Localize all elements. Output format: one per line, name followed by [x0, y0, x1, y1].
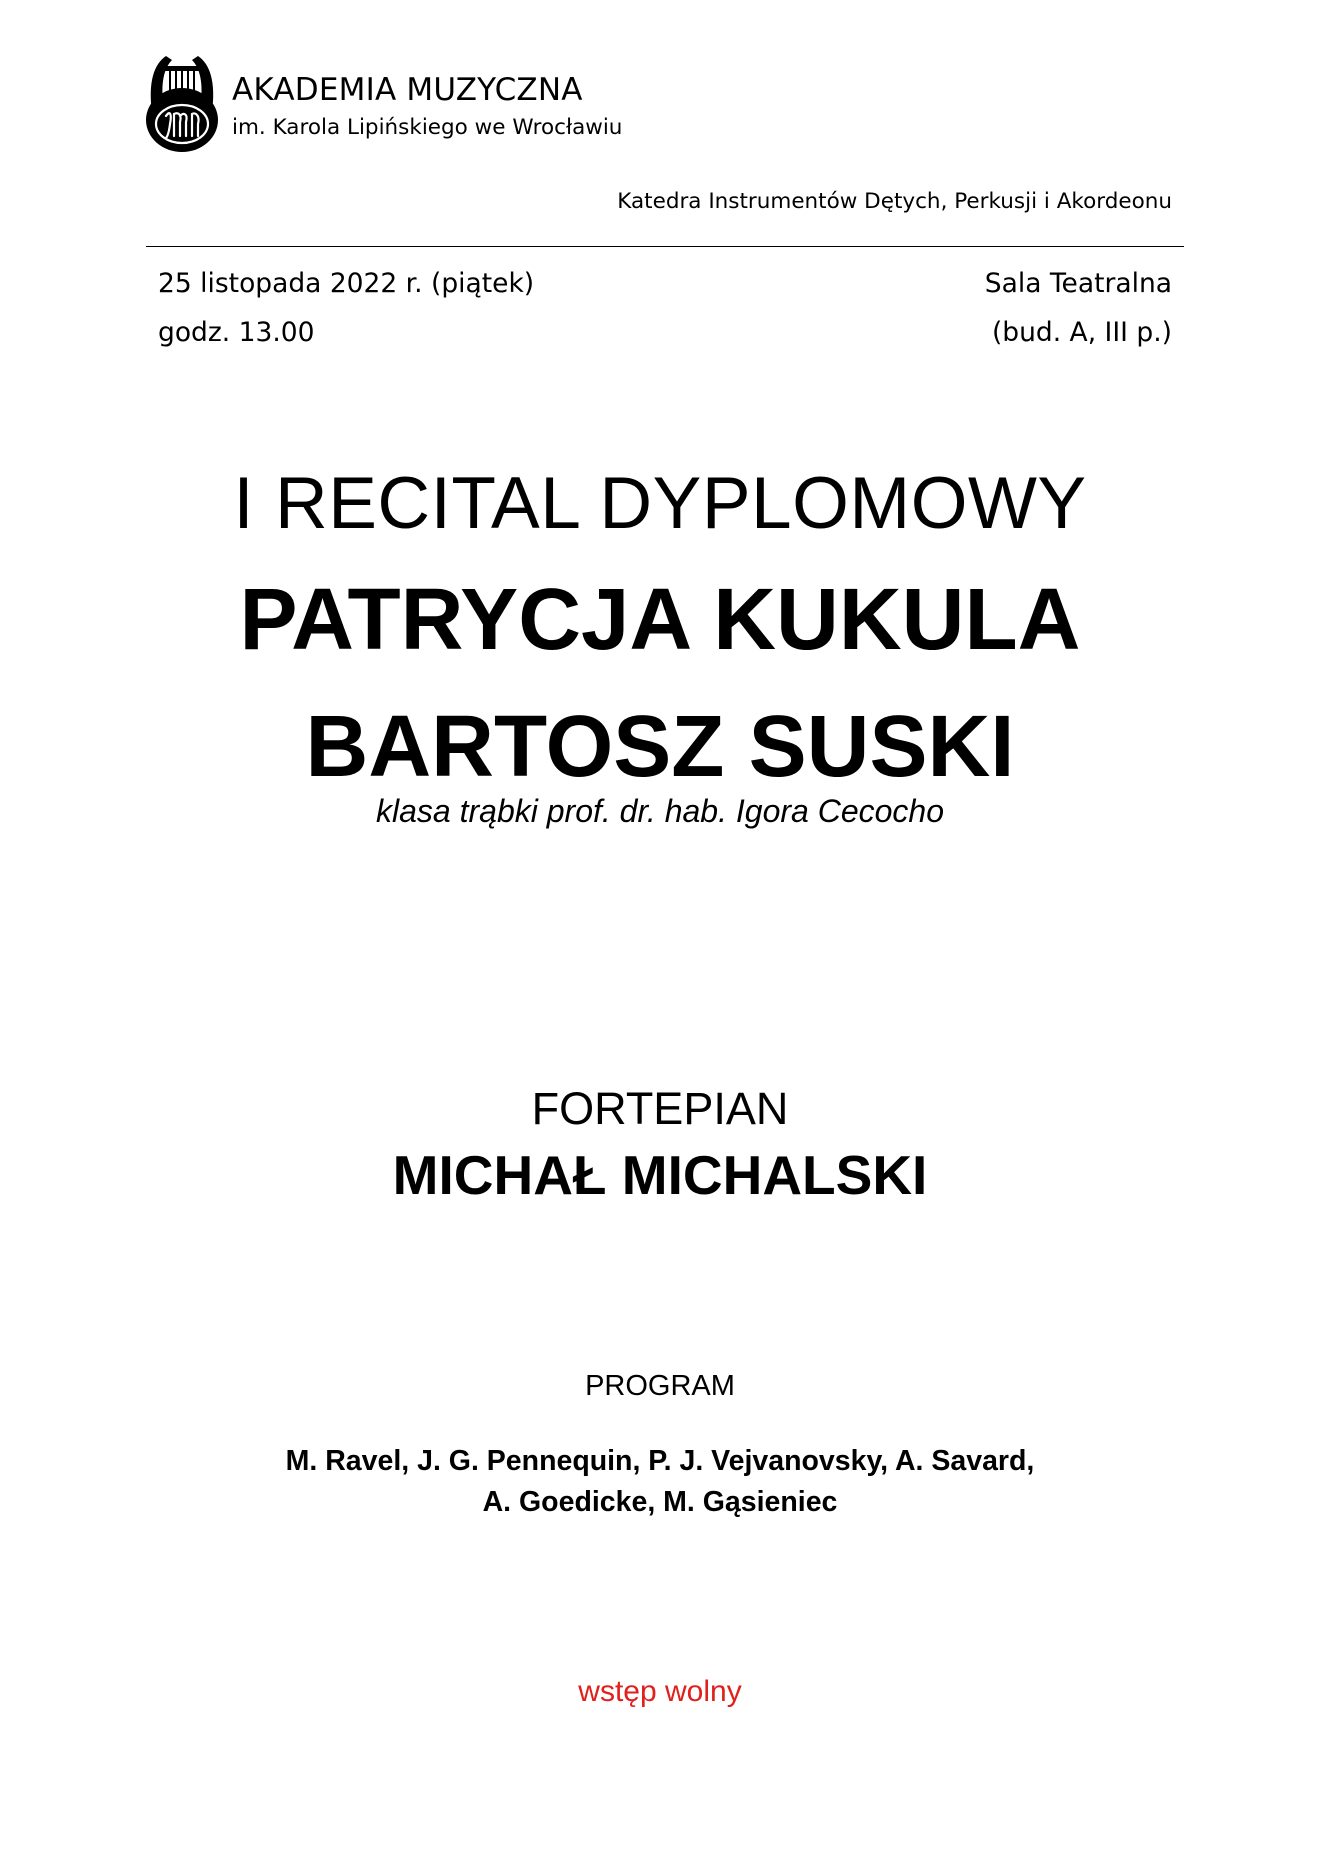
admission-note: wstęp wolny: [578, 1675, 742, 1708]
event-time: godz. 13.00: [158, 317, 315, 348]
class-info: klasa trąbki prof. dr. hab. Igora Cecocho: [376, 793, 944, 829]
header-divider: [146, 246, 1184, 247]
performer-name: PATRYCJA KUKULA: [239, 571, 1081, 668]
event-date: 25 listopada 2022 r. (piątek): [158, 268, 535, 299]
department-name: Katedra Instrumentów Dętych, Perkusji i Akordeonu: [617, 189, 1172, 214]
academy-logo: [140, 52, 660, 162]
accompaniment-instrument: FORTEPIAN: [531, 1083, 789, 1134]
event-venue-detail: (bud. A, III p.): [991, 317, 1172, 348]
program-composers: M. Ravel, J. G. Pennequin, P. J. Vejvanovsky, A. Savard,: [285, 1445, 1035, 1477]
academy-name: AKADEMIA MUZYCZNA: [232, 72, 583, 108]
program-heading: PROGRAM: [585, 1370, 735, 1402]
academy-subtitle: im. Karola Lipińskiego we Wrocławiu: [232, 115, 623, 140]
performer-name: BARTOSZ SUSKI: [305, 698, 1015, 795]
program-composers: A. Goedicke, M. Gąsieniec: [482, 1486, 838, 1518]
recital-title: I RECITAL DYPLOMOWY: [233, 463, 1087, 544]
accompanist-name: MICHAŁ MICHALSKI: [392, 1144, 928, 1206]
event-venue: Sala Teatralna: [984, 268, 1172, 299]
lyre-emblem-icon: [144, 52, 220, 154]
